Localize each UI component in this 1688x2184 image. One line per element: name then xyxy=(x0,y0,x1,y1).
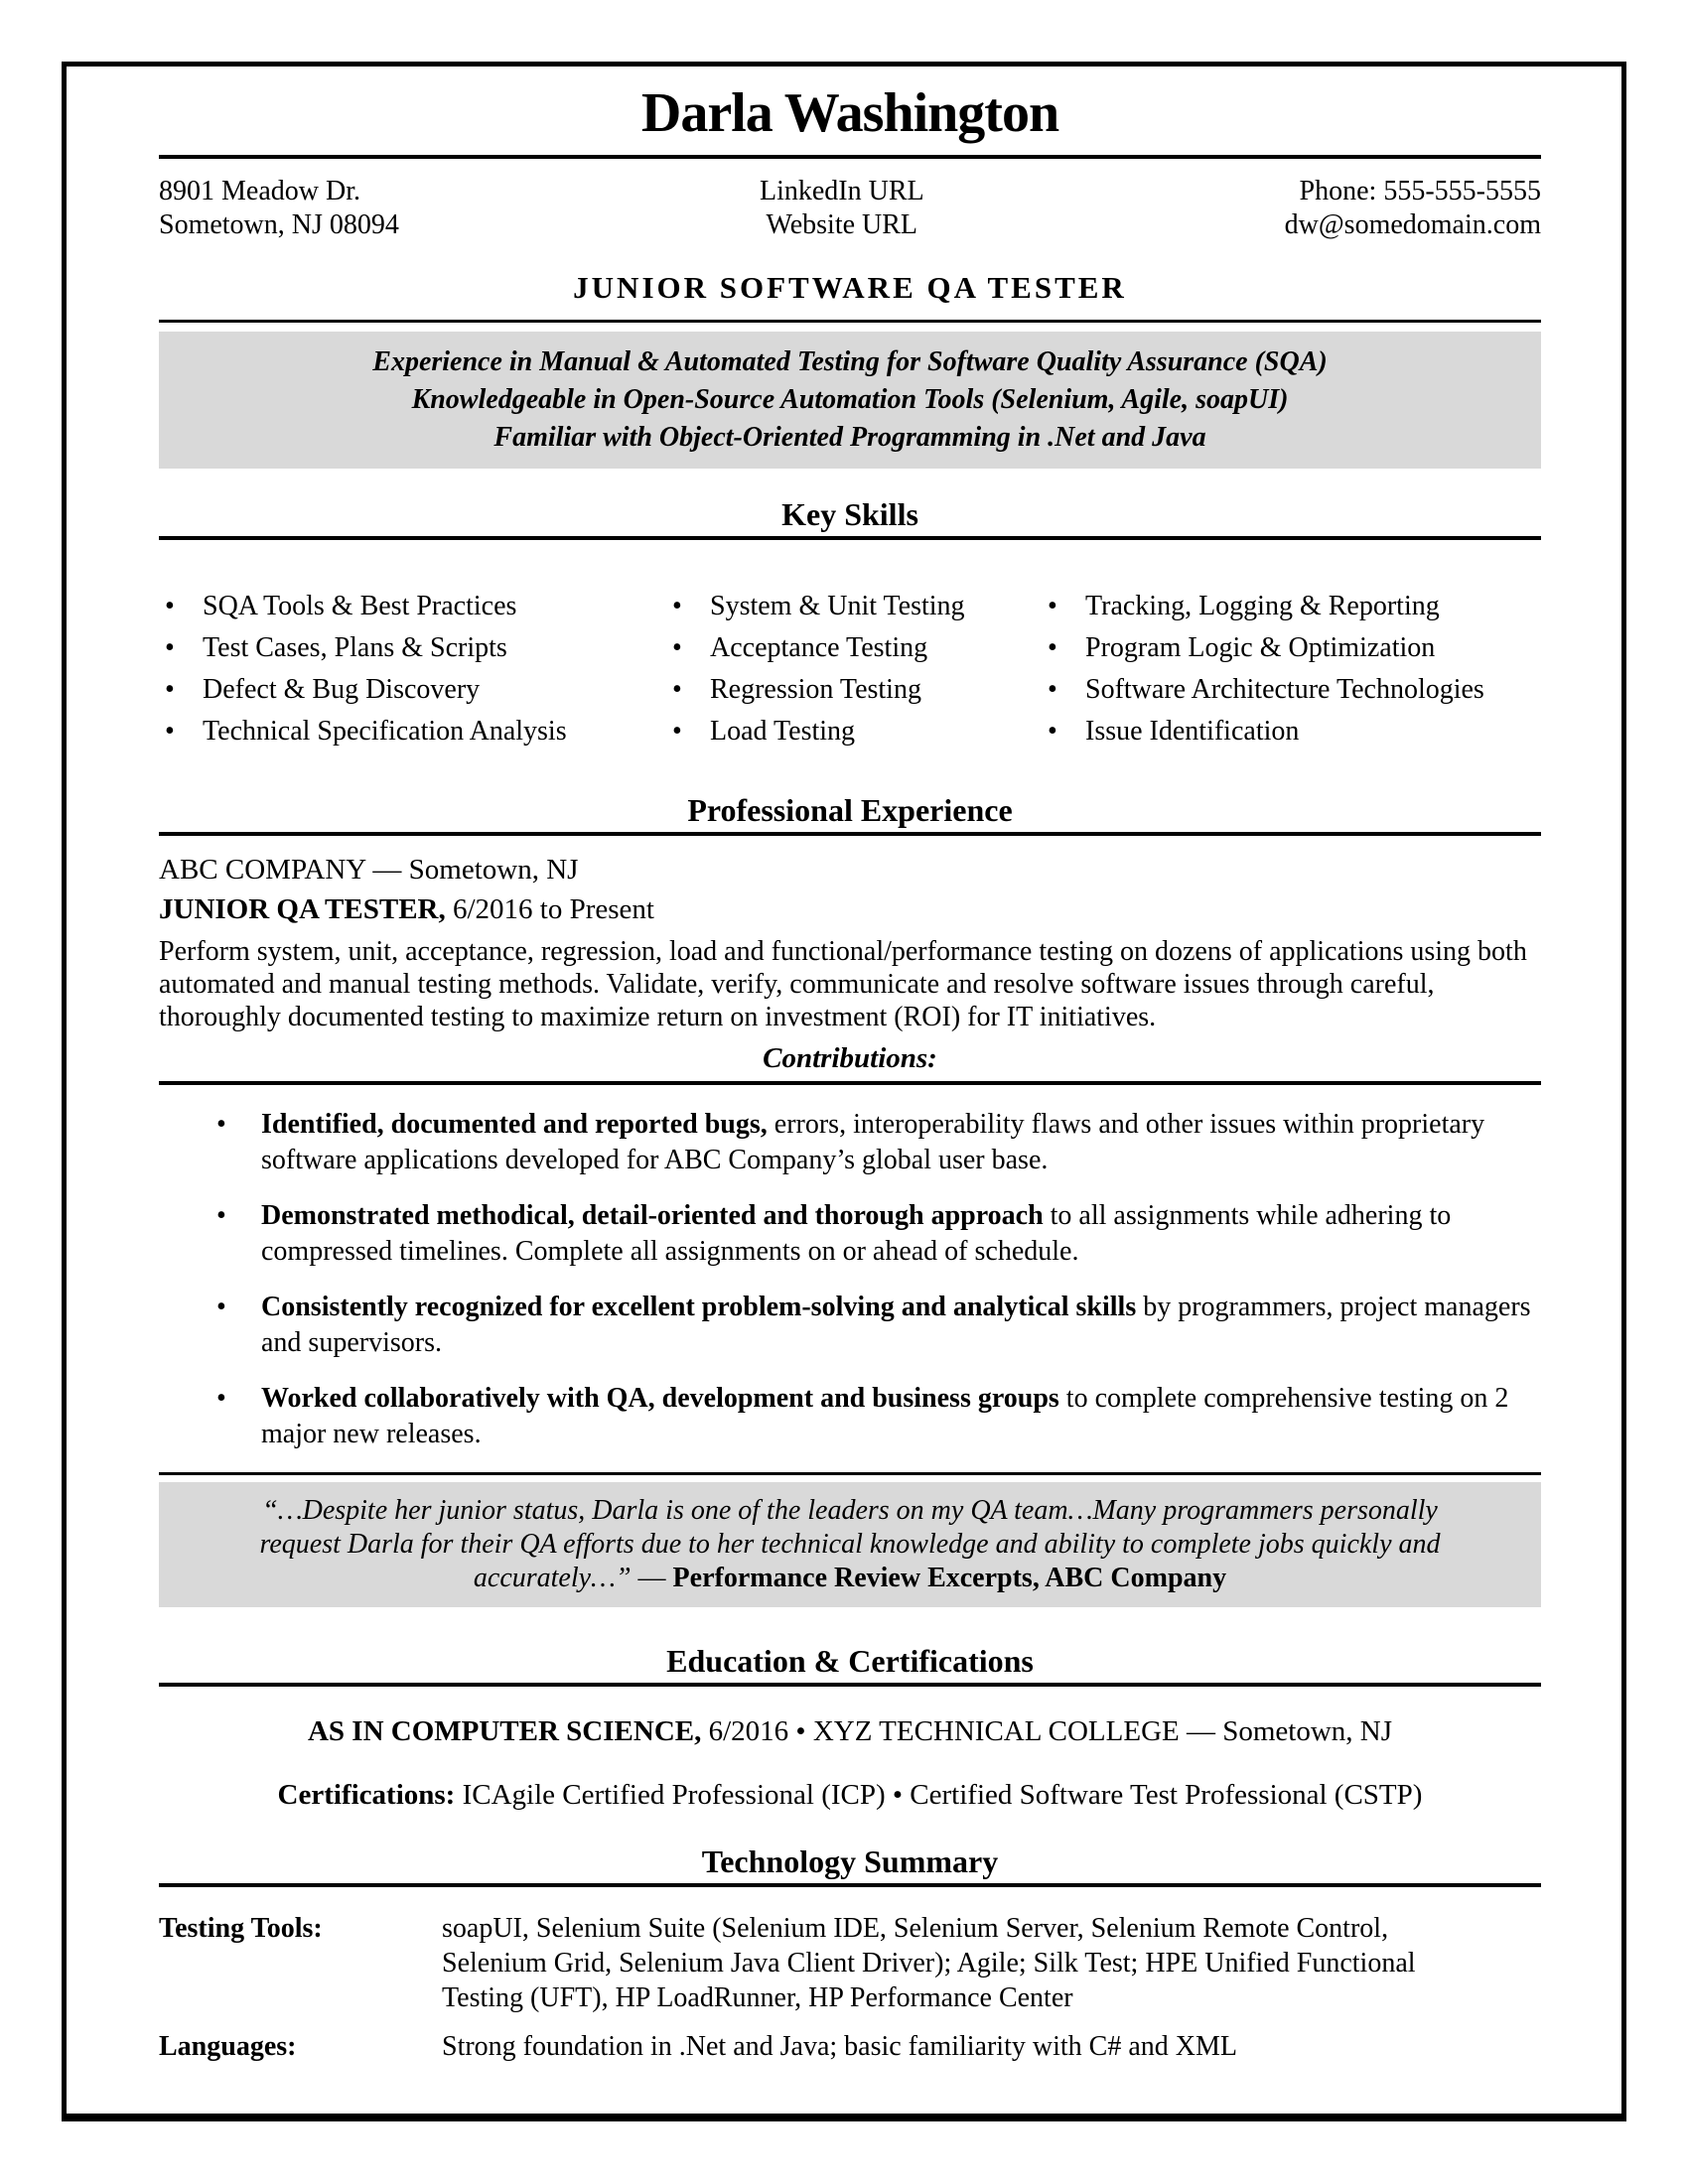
quote-text: “…Despite her junior status, Darla is one of the leaders on my QA team…Many programmers personally request Darla for their QA efforts due to her technical knowledge and ability to complete jobs quickly and accurately…” — Performance Review Excerpts, ABC Company xyxy=(259,1495,1441,1593)
bullet-icon: • xyxy=(672,674,682,705)
education-heading: Education & Certifications xyxy=(159,1643,1541,1687)
rule-above-summary xyxy=(159,320,1541,323)
list-item xyxy=(666,586,1042,627)
skill-label: System & Unit Testing xyxy=(710,591,965,621)
bullet-icon: • xyxy=(672,591,682,621)
table-row xyxy=(159,1911,1541,2015)
skill-label: Program Logic & Optimization xyxy=(1085,632,1436,663)
contact-links xyxy=(760,175,924,242)
contributions-list xyxy=(159,1107,1541,1452)
skill-label: Software Architecture Technologies xyxy=(1085,674,1484,705)
skill-label: Test Cases, Plans & Scripts xyxy=(203,632,507,663)
summary-line: Knowledgeable in Open-Source Automation Tools (Selenium, Agile, soapUI) xyxy=(411,384,1289,415)
skill-label: SQA Tools & Best Practices xyxy=(203,591,517,621)
person-name: Darla Washington xyxy=(159,80,1541,159)
contribution-text: Worked collaboratively with QA, development and business groups to complete comprehensive testing on 2 major new releases. xyxy=(261,1383,1509,1449)
list-item xyxy=(159,711,666,752)
contact-row xyxy=(159,175,1541,242)
bullet-icon: • xyxy=(216,1383,226,1414)
email: dw@somedomain.com xyxy=(1284,209,1541,240)
role-description: Perform system, unit, acceptance, regression, load and functional/performance testing on dozens of applications using both automated and manual testing methods. Validate, verify, communicate and resolve software issues through careful, thoroughly documented testing to maximize return on investment (ROI) for IT initiatives. xyxy=(159,936,1527,1032)
list-item xyxy=(666,669,1042,711)
tech-row-value: Strong foundation in .Net and Java; basic familiarity with C# and XML xyxy=(442,2031,1237,2062)
address-line2: Sometown, NJ 08094 xyxy=(159,209,399,240)
address-line1: 8901 Meadow Dr. xyxy=(159,176,360,206)
bullet-icon: • xyxy=(165,716,175,747)
summary-line: Experience in Manual & Automated Testing for Software Quality Assurance (SQA) xyxy=(372,346,1328,377)
contact-address xyxy=(159,175,399,242)
bullet-icon: • xyxy=(1048,674,1057,705)
technology-heading: Technology Summary xyxy=(159,1843,1541,1887)
skill-label: Defect & Bug Discovery xyxy=(203,674,481,705)
technology-table xyxy=(159,1911,1541,2064)
linkedin-url: LinkedIn URL xyxy=(759,176,924,206)
bullet-icon: • xyxy=(165,632,175,663)
job-title: JUNIOR SOFTWARE QA TESTER xyxy=(573,270,1127,305)
bullet-icon: • xyxy=(1048,632,1057,663)
bullet-icon: • xyxy=(165,674,175,705)
key-skills-heading: Key Skills xyxy=(159,496,1541,540)
quote-attribution: Performance Review Excerpts, ABC Company xyxy=(672,1563,1227,1593)
skill-label: Regression Testing xyxy=(710,674,921,705)
skill-label: Acceptance Testing xyxy=(710,632,928,663)
table-row xyxy=(159,2029,1541,2064)
degree-title: AS IN COMPUTER SCIENCE, xyxy=(307,1715,702,1747)
role-title: JUNIOR QA TESTER, xyxy=(159,893,446,925)
bullet-icon: • xyxy=(1048,716,1057,747)
skill-label: Load Testing xyxy=(710,716,856,747)
skill-label: Tracking, Logging & Reporting xyxy=(1085,591,1440,621)
tech-row-label: Testing Tools: xyxy=(159,1913,323,1944)
bullet-icon: • xyxy=(672,716,682,747)
experience-heading: Professional Experience xyxy=(159,792,1541,836)
tech-row-value: soapUI, Selenium Suite (Selenium IDE, Selenium Server, Selenium Remote Control, Selenium Grid, Selenium Java Client Driver); Agile; Silk Test; HPE Unified Functional Testing (UFT), HP LoadRunner, HP Performance Center xyxy=(442,1913,1416,2013)
phone: Phone: 555-555-5555 xyxy=(1299,176,1541,206)
bullet-icon: • xyxy=(216,1200,226,1231)
certifications-line xyxy=(159,1778,1541,1812)
bullet-icon: • xyxy=(1048,591,1057,621)
contributions-heading: Contributions: xyxy=(159,1041,1541,1085)
degree-details: 6/2016 • XYZ TECHNICAL COLLEGE — Sometown, NJ xyxy=(701,1715,1393,1747)
list-item xyxy=(216,1290,1541,1361)
bullet-icon: • xyxy=(216,1292,226,1322)
bullet-icon: • xyxy=(672,632,682,663)
rule-above-quote xyxy=(159,1472,1541,1475)
contribution-text: Demonstrated methodical, detail-oriented and thorough approach to all assignments while adhering to compressed timelines. Complete all assignments on or ahead of schedule. xyxy=(261,1200,1452,1267)
summary-line: Familiar with Object-Oriented Programming in .Net and Java xyxy=(493,422,1206,453)
contribution-text: Identified, documented and reported bugs, errors, interoperability flaws and other issues within proprietary software applications developed for ABC Company’s global user base. xyxy=(261,1109,1485,1175)
list-item xyxy=(216,1107,1541,1178)
skills-column-2 xyxy=(666,586,1042,752)
summary-box xyxy=(159,332,1541,469)
skills-column-1 xyxy=(159,586,666,752)
key-skills-list xyxy=(159,586,1541,752)
list-item xyxy=(159,586,666,627)
bullet-icon: • xyxy=(216,1109,226,1140)
role-dates: 6/2016 to Present xyxy=(445,893,654,925)
list-item xyxy=(1042,586,1541,627)
skill-label: Issue Identification xyxy=(1085,716,1300,747)
contribution-text: Consistently recognized for excellent problem-solving and analytical skills by programmers, project managers and supervisors. xyxy=(261,1292,1531,1358)
certifications-label: Certifications: xyxy=(277,1779,456,1811)
skill-label: Technical Specification Analysis xyxy=(203,716,567,747)
company-line: ABC COMPANY — Sometown, NJ xyxy=(159,854,579,886)
list-item xyxy=(1042,627,1541,669)
certifications-details: ICAgile Certified Professional (ICP) • Certified Software Test Professional (CSTP) xyxy=(455,1779,1423,1811)
list-item xyxy=(666,711,1042,752)
degree-line xyxy=(159,1714,1541,1748)
quote-dash: — xyxy=(637,1563,673,1593)
list-item xyxy=(159,627,666,669)
resume-page xyxy=(62,62,1626,2121)
list-item xyxy=(1042,669,1541,711)
skills-column-3 xyxy=(1042,586,1541,752)
list-item xyxy=(216,1198,1541,1270)
list-item xyxy=(666,627,1042,669)
list-item xyxy=(216,1381,1541,1452)
list-item xyxy=(1042,711,1541,752)
role-line xyxy=(159,893,1541,925)
quote-box xyxy=(159,1482,1541,1607)
website-url: Website URL xyxy=(766,209,918,240)
list-item xyxy=(159,669,666,711)
contact-phone-email xyxy=(1285,175,1541,242)
tech-row-label: Languages: xyxy=(159,2031,297,2062)
bullet-icon: • xyxy=(165,591,175,621)
